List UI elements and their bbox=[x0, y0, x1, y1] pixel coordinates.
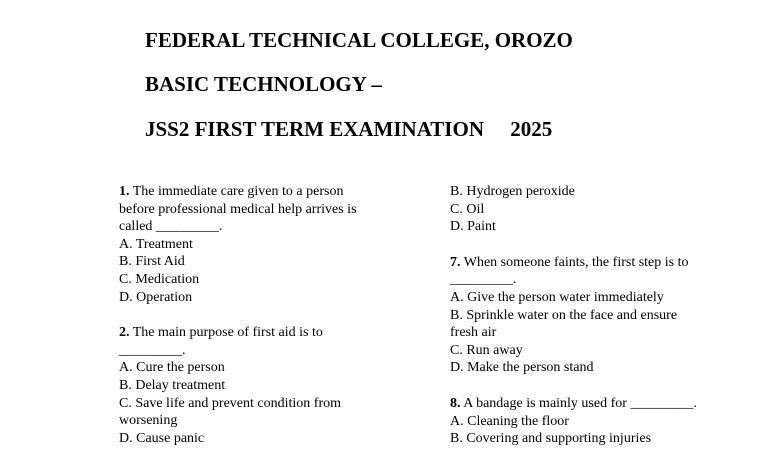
question-8 bbox=[450, 395, 750, 448]
question-number: 8. bbox=[450, 395, 461, 411]
right-question-column bbox=[450, 183, 750, 466]
option-b: B. Hydrogen peroxide bbox=[450, 184, 575, 199]
option-a: A. Cure the person bbox=[119, 360, 225, 376]
question-6-continued bbox=[450, 183, 750, 236]
question-stem-line: 2. The main purpose of first aid is to bbox=[119, 325, 323, 341]
option-c-continued: worsening bbox=[119, 413, 178, 429]
option-c: C. Oil bbox=[450, 201, 485, 217]
option-a: A. Cleaning the floor bbox=[450, 413, 569, 429]
question-stem-line: 1. The immediate care given to a person bbox=[119, 184, 344, 199]
option-b: B. First Aid bbox=[119, 254, 185, 270]
option-b-continued: fresh air bbox=[450, 325, 497, 341]
question-stem-line: 7. When someone faints, the first step is to bbox=[450, 254, 689, 270]
option-a: A. Give the person water immediately bbox=[450, 289, 664, 305]
option-d: D. Make the person stand bbox=[450, 360, 594, 376]
exam-title: JSS2 FIRST TERM EXAMINATION 2025 bbox=[145, 117, 553, 141]
option-d: D. Operation bbox=[119, 289, 193, 305]
option-a: A. Treatment bbox=[119, 236, 193, 252]
subject-title: BASIC TECHNOLOGY – bbox=[145, 72, 382, 96]
option-b: B. Delay treatment bbox=[119, 377, 226, 393]
question-number: 2. bbox=[119, 325, 130, 341]
question-stem-line: 8. A bandage is mainly used for _________. bbox=[450, 395, 697, 411]
question-stem-line: _________. bbox=[119, 342, 186, 358]
option-c: C. Run away bbox=[450, 342, 523, 358]
left-question-column bbox=[119, 183, 394, 465]
question-1 bbox=[119, 183, 394, 306]
option-b: B. Sprinkle water on the face and ensure bbox=[450, 307, 678, 323]
question-2 bbox=[119, 324, 394, 447]
option-d: D. Cause panic bbox=[119, 430, 205, 446]
option-b: B. Covering and supporting injuries bbox=[450, 431, 652, 447]
question-stem-line: _________. bbox=[450, 272, 517, 288]
question-number: 1. bbox=[119, 184, 130, 199]
option-c: C. Medication bbox=[119, 271, 200, 287]
question-7 bbox=[450, 254, 750, 377]
option-c: C. Save life and prevent condition from bbox=[119, 395, 341, 411]
school-name: FEDERAL TECHNICAL COLLEGE, OROZO bbox=[145, 28, 573, 52]
question-stem-line: called _________. bbox=[119, 219, 223, 235]
question-number: 7. bbox=[450, 254, 461, 270]
option-d: D. Paint bbox=[450, 219, 496, 235]
question-stem-line: before professional medical help arrives is bbox=[119, 201, 357, 217]
